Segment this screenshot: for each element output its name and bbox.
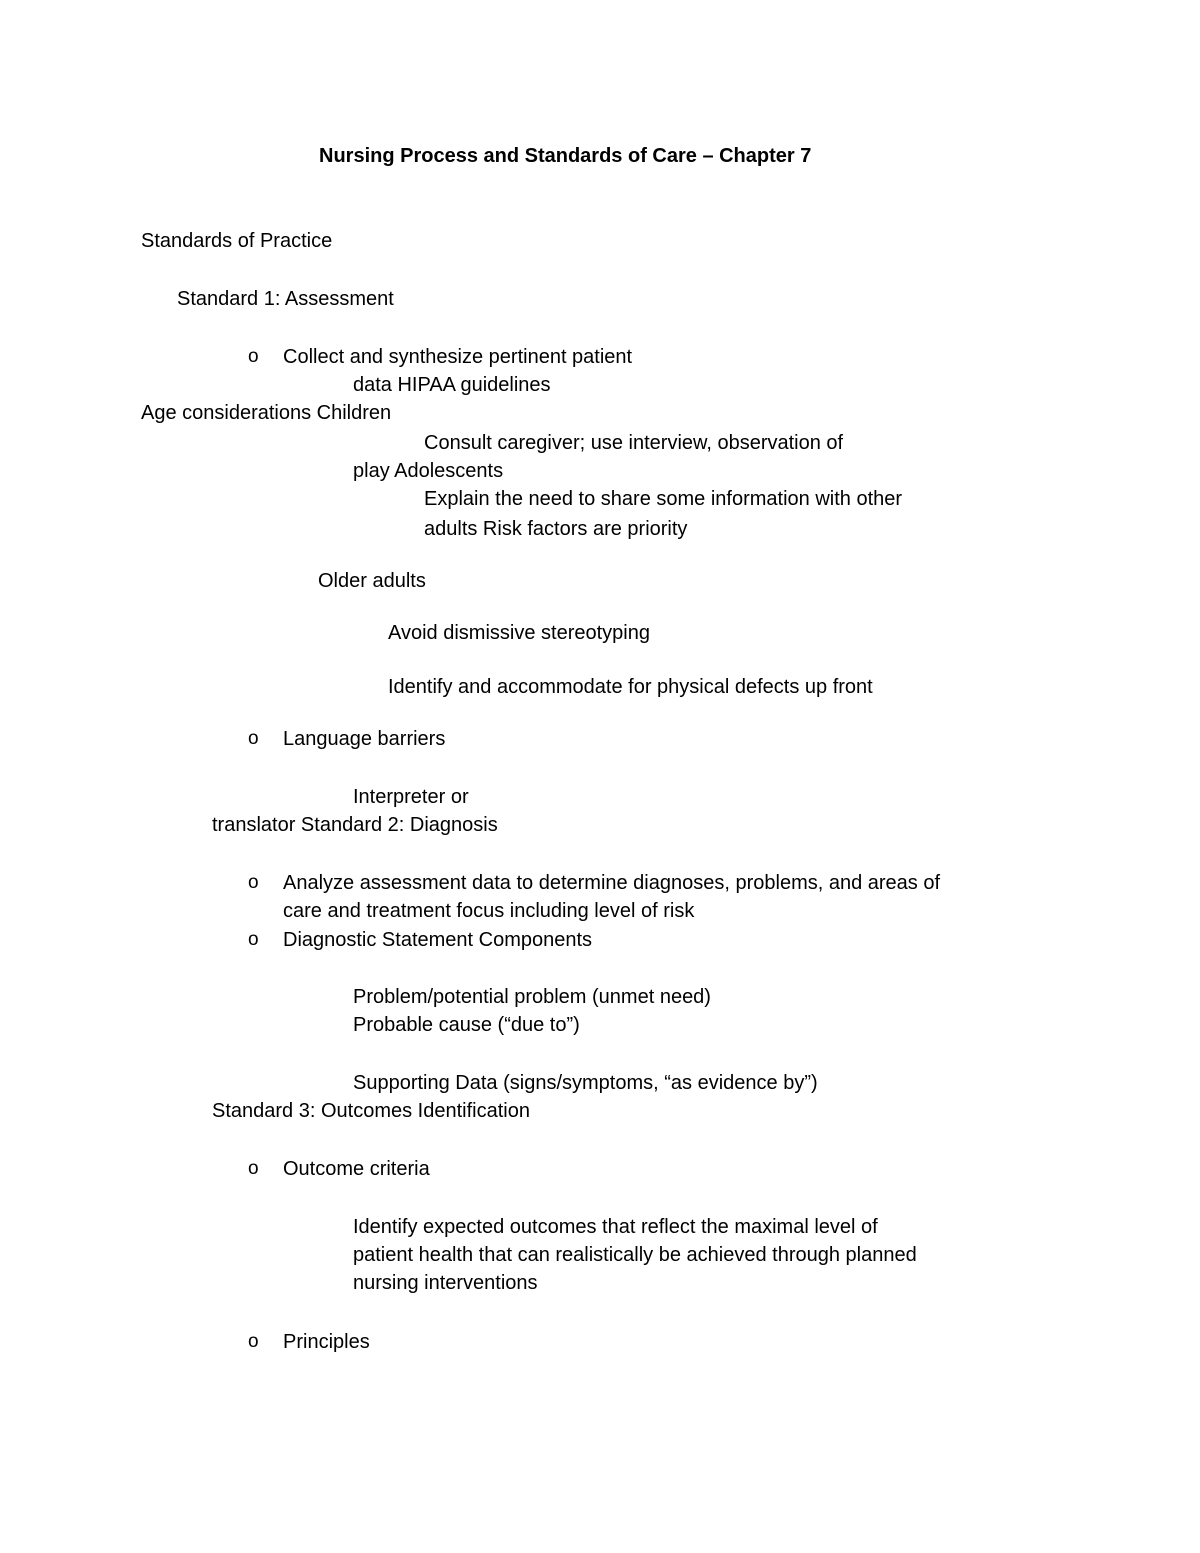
- text-line: Interpreter or: [353, 786, 469, 808]
- bullet-text: Outcome criteria: [283, 1158, 430, 1180]
- standard-heading: Standard 1: Assessment: [177, 288, 394, 310]
- text-line: play Adolescents: [353, 460, 504, 482]
- bullet-marker: o: [248, 929, 259, 950]
- text-line: Explain the need to share some information with other: [424, 488, 903, 510]
- text-line: adults Risk factors are priority: [424, 518, 688, 540]
- bullet-marker: o: [248, 872, 259, 893]
- bullet-marker: o: [248, 728, 259, 749]
- text-line: Age considerations Children: [141, 402, 392, 424]
- bullet-text: Analyze assessment data to determine diagnoses, problems, and areas of: [283, 872, 941, 894]
- bullet-marker: o: [248, 346, 259, 367]
- text-line: Consult caregiver; use interview, observation of: [424, 432, 844, 454]
- text-line: data HIPAA guidelines: [353, 374, 551, 396]
- bullet-text: Language barriers: [283, 728, 446, 750]
- text-line: nursing interventions: [353, 1272, 538, 1294]
- text-line: patient health that can realistically be achieved through planned: [353, 1244, 917, 1266]
- text-line: Avoid dismissive stereotyping: [388, 622, 650, 644]
- bullet-text: Collect and synthesize pertinent patient: [283, 346, 633, 368]
- text-line: Identify and accommodate for physical defects up front: [388, 676, 873, 698]
- standard-heading: Standard 3: Outcomes Identification: [212, 1100, 530, 1122]
- bullet-text: Principles: [283, 1331, 370, 1353]
- standard-heading: translator Standard 2: Diagnosis: [212, 814, 498, 836]
- subheading: Older adults: [318, 570, 426, 592]
- section-heading: Standards of Practice: [141, 230, 333, 252]
- bullet-text-continued: care and treatment focus including level of risk: [283, 900, 695, 922]
- text-line: Problem/potential problem (unmet need): [353, 986, 711, 1008]
- bullet-marker: o: [248, 1331, 259, 1352]
- bullet-text: Diagnostic Statement Components: [283, 929, 593, 951]
- text-line: Identify expected outcomes that reflect the maximal level of: [353, 1216, 878, 1238]
- text-line: Supporting Data (signs/symptoms, “as evidence by”): [353, 1072, 818, 1094]
- text-line: Probable cause (“due to”): [353, 1014, 580, 1036]
- bullet-marker: o: [248, 1158, 259, 1179]
- page-title: Nursing Process and Standards of Care – Chapter 7: [319, 145, 812, 167]
